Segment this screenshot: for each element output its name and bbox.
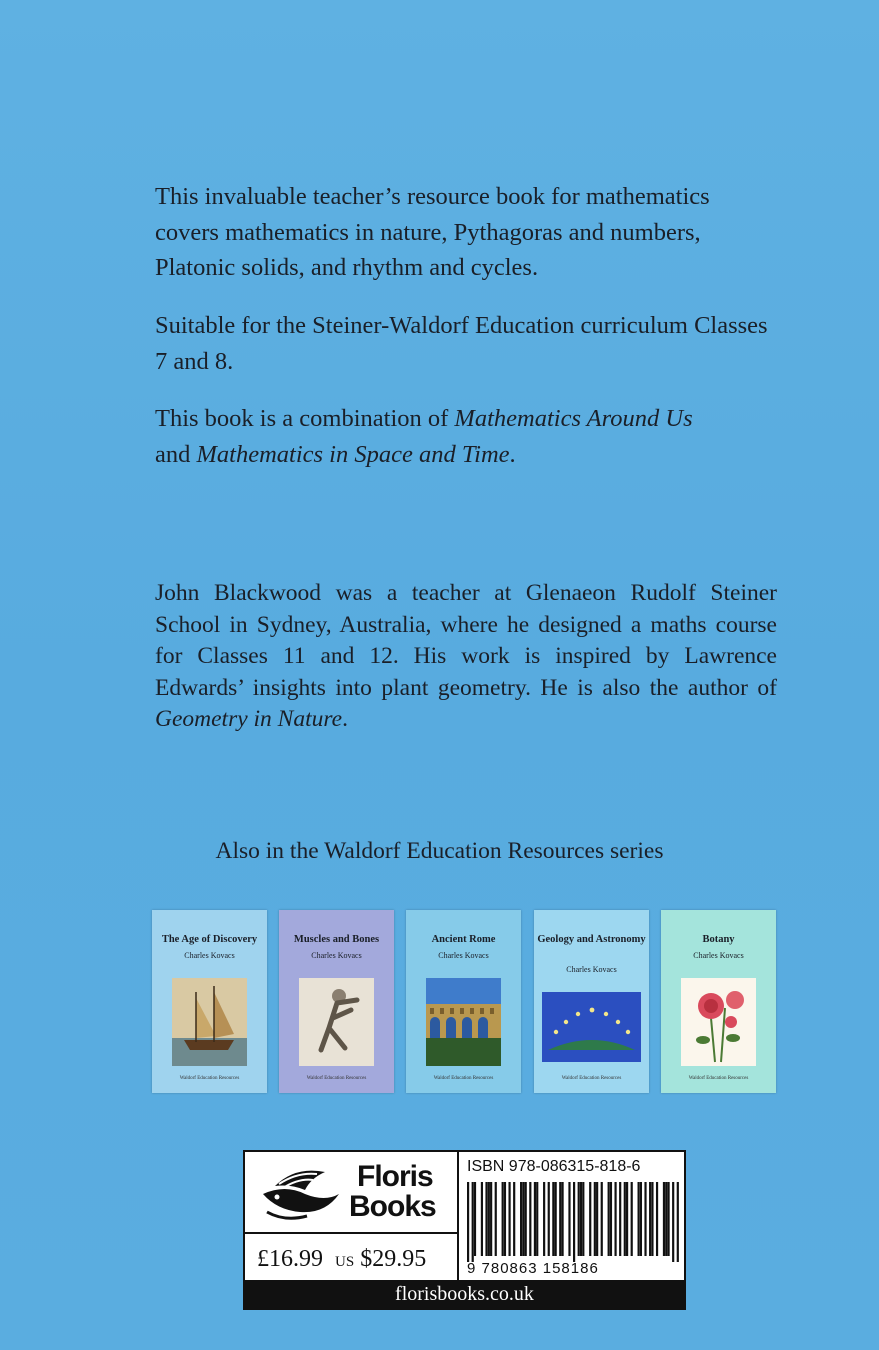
book-footer: Waldorf Education Resources: [179, 1076, 240, 1081]
book-footer: Waldorf Education Resources: [306, 1076, 367, 1081]
rose-flower-icon: [681, 978, 756, 1066]
aqueduct-icon: [426, 978, 501, 1066]
book-cover: [152, 910, 267, 1093]
publisher-name-line2: Books: [349, 1190, 436, 1223]
price-us-prefix: US: [335, 1254, 355, 1270]
book-footer: Waldorf Education Resources: [433, 1076, 494, 1081]
sailing-ship-icon: [172, 978, 247, 1066]
book-cover: [661, 910, 776, 1093]
anatomy-figure-icon: [299, 978, 374, 1066]
book-footer: Waldorf Education Resources: [561, 1076, 622, 1081]
blurb-paragraph-2: Suitable for the Steiner-Waldorf Education curriculum Classes 7 and 8.: [155, 312, 768, 375]
title-mathematics-around-us: Mathematics Around Us: [454, 405, 693, 432]
book-cover: [279, 910, 394, 1093]
publisher-website: florisbooks.co.uk: [245, 1280, 684, 1308]
bio-text: John Blackwood was a teacher at Glenaeon Rudolf Steiner School in Sydney, Australia, where he designed a maths course for Classes 11 and 12. His work is inspired by Lawrence Edwards’ insights into plant geometry. He is also the author of: [155, 580, 777, 701]
book-author: Charles Kovacs: [566, 965, 617, 974]
publisher-logo: [245, 1152, 459, 1234]
book-cover: [406, 910, 521, 1093]
book-title: The Age of Discovery: [161, 934, 258, 945]
series-books: [152, 910, 777, 1095]
book-cover: [534, 910, 649, 1093]
title-geometry-in-nature: Geometry in Nature: [155, 706, 343, 732]
price-usd: $29.95: [360, 1246, 427, 1272]
book-author: Charles Kovacs: [184, 951, 235, 960]
isbn-label: ISBN 978-086315-818-6: [467, 1158, 641, 1175]
blurb-3-mid: and: [155, 440, 197, 468]
barcode: [467, 1182, 679, 1262]
book-author: Charles Kovacs: [693, 951, 744, 960]
book-author: Charles Kovacs: [438, 951, 489, 960]
book-title: Ancient Rome: [431, 934, 496, 945]
book-title: Botany: [702, 934, 735, 945]
title-mathematics-in-space-and-time: Mathematics in Space and Time: [196, 440, 510, 468]
blurb-paragraph-1: This invaluable teacher’s resource book for mathematics covers mathematics in nature, Pythagoras and numbers, Platonic solids, and rhythm and cycles.: [155, 183, 710, 281]
publisher-panel: [243, 1150, 686, 1310]
book-title: Muscles and Bones: [293, 934, 380, 945]
barcode-digits: 9 780863 158186: [467, 1260, 599, 1277]
book-title: Geology and Astronomy: [537, 934, 646, 945]
earth-moon-phases-icon: [542, 992, 641, 1062]
publisher-name-line1: Floris: [357, 1160, 433, 1193]
blurb-3-suffix: .: [509, 440, 516, 468]
blurb-3-prefix: This book is a combination of: [155, 405, 455, 432]
series-heading: Also in the Waldorf Education Resources series: [215, 838, 664, 864]
price: [245, 1234, 459, 1284]
book-author: Charles Kovacs: [311, 951, 362, 960]
book-footer: Waldorf Education Resources: [688, 1076, 749, 1081]
author-bio: [155, 578, 777, 736]
bio-suffix: .: [342, 706, 348, 732]
bird-logo-icon: [255, 1164, 345, 1224]
price-gbp: £16.99: [257, 1246, 323, 1272]
blurb-paragraph-3: [155, 401, 777, 472]
